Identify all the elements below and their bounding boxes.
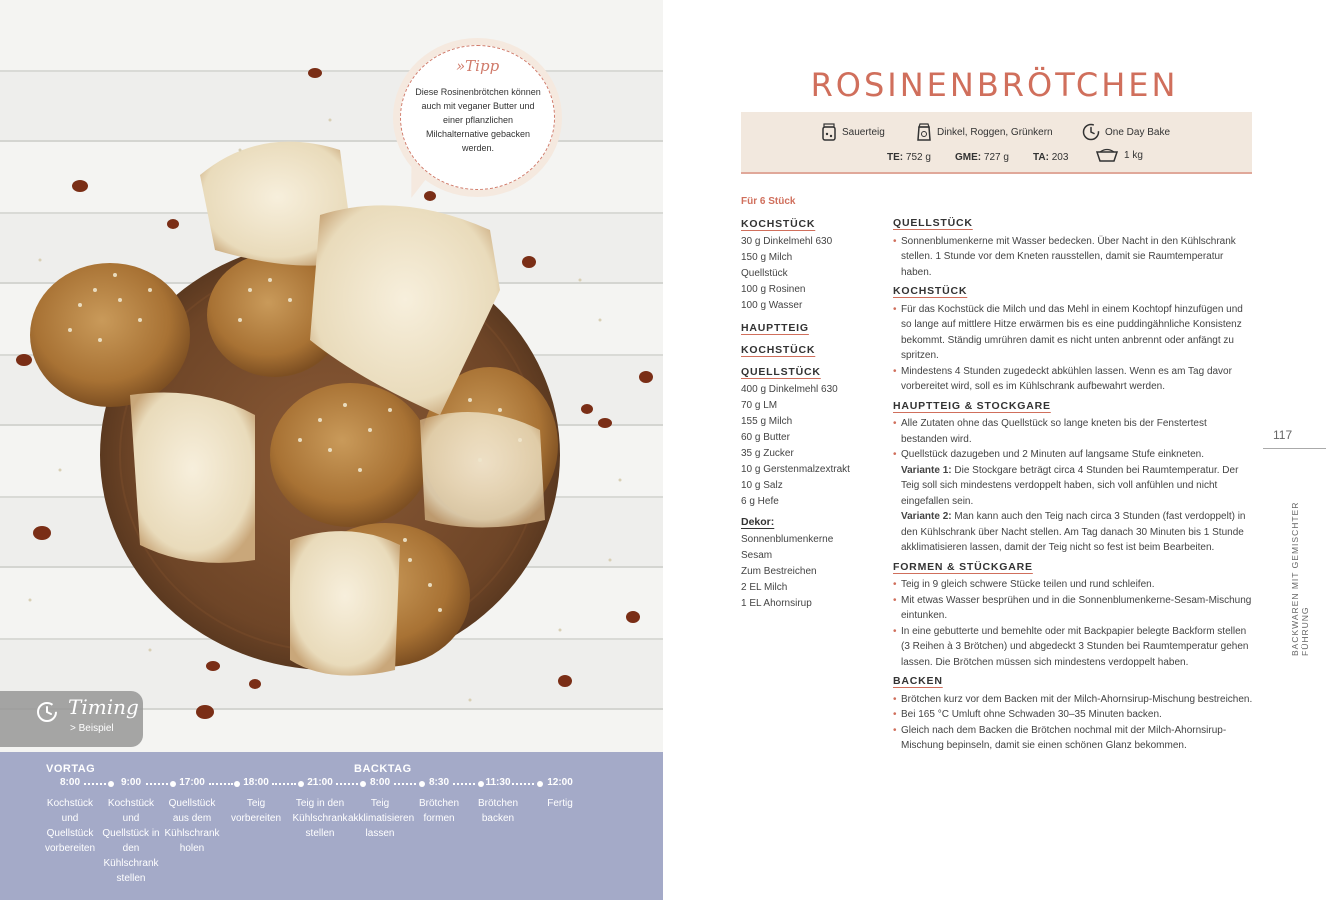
timeline-connector <box>453 783 475 785</box>
clock-icon <box>36 701 58 723</box>
timeline-step: Fertig <box>547 798 573 809</box>
method-column <box>893 212 1253 754</box>
info-ta-label: TA: <box>1033 152 1049 163</box>
tip-bubble <box>400 45 560 195</box>
method-step: • Alle Zutaten ohne das Quellstück so lange kneten bis der Fenstertest bestanden wird. <box>893 416 1253 447</box>
info-flours <box>916 123 1053 141</box>
timeline-day-vortag: VORTAG <box>46 763 96 775</box>
info-schedule <box>1082 123 1170 141</box>
timeline-dot <box>419 781 425 787</box>
method-step: • Bei 165 °C Umluft ohne Schwaden 30–35 Minuten backen. <box>893 707 1253 723</box>
info-te-label: TE: <box>887 152 904 163</box>
page-number: 117 <box>1273 428 1293 442</box>
timeline-time: 17:00 <box>179 777 205 788</box>
timeline-time: 8:30 <box>428 777 449 788</box>
timeline-time: 21:00 <box>307 777 333 788</box>
timeline-connector <box>84 783 106 785</box>
ingredient-item: 30 g Dinkelmehl 630 <box>741 236 833 247</box>
ingredient-item: 35 g Zucker <box>741 448 794 459</box>
method-step: • Für das Kochstück die Milch und das Mehl in einem Kochtopf hinzufügen und so lange auf mittlere Hitze erwärmen bis es eine puddingähnliche Konsistenz bekommt. Ständig umrühren damit es nicht unten anbrennt oder anfängt zu spritzen. <box>893 302 1253 364</box>
method-step-quellstueck-variants <box>893 447 1253 556</box>
ingredient-item: Quellstück <box>741 268 788 279</box>
method-heading-formen: FORMEN & STÜCKGARE <box>893 560 1033 573</box>
timeline-time: 12:00 <box>547 777 573 788</box>
ingredient-item: 70 g LM <box>741 400 778 411</box>
clock-icon <box>1082 123 1100 141</box>
timeline-dot <box>360 781 366 787</box>
timing-title: Timing <box>68 695 139 719</box>
timeline-time: 8:00 <box>369 777 390 788</box>
ingredient-item: 6 g Hefe <box>741 496 779 507</box>
ingredients-column <box>741 212 881 612</box>
ingredient-item: 400 g Dinkelmehl 630 <box>741 384 838 395</box>
variante-2-label: Variante 2: <box>901 511 952 522</box>
method-step: • Mindestens 4 Stunden zugedeckt abkühlen lassen. Wenn es am Tag davor vorbereitet wird, soll es im Kühlschrank aufbewahrt werden. <box>893 364 1253 395</box>
ingredients-subheading-kochstueck: KOCHSTÜCK <box>741 344 816 356</box>
info-ta-value: 203 <box>1051 152 1069 163</box>
ingredient-item: 100 g Rosinen <box>741 284 806 295</box>
ingredient-item: 1 EL Ahornsirup <box>741 598 812 609</box>
timeline-step: Teig akklimatisieren lassen <box>348 798 415 839</box>
timeline-step: Brötchen backen <box>477 798 519 824</box>
tip-text: Diese Rosinenbrötchen können auch mit veganer Butter und einer pflanzlichen Milchalternative gebacken werden. <box>415 87 541 153</box>
page-number-divider <box>1263 448 1326 449</box>
timing-subtitle: > Beispiel <box>70 723 114 734</box>
ingredient-item: 10 g Gerstenmalzextrakt <box>741 464 850 475</box>
timeline-dot <box>478 781 484 787</box>
info-te-value: 752 g <box>905 152 931 163</box>
method-heading-kochstueck: KOCHSTÜCK <box>893 285 968 297</box>
method-step: • Gleich nach dem Backen die Brötchen nochmal mit der Milch-Ahornsirup-Mischung bepinseln, damit sie einen schönen Glanz bekommen. <box>893 723 1253 754</box>
method-step: • Sonnenblumenkerne mit Wasser bedecken. Über Nacht in den Kühlschrank stellen. 1 Stunde vor dem Kneten rausstellen, damit sie Raumtemperatur haben. <box>893 234 1253 281</box>
info-gme-label: GME: <box>955 152 982 163</box>
ingredients-heading-kochstueck: KOCHSTÜCK <box>741 218 816 230</box>
timeline-dot <box>108 781 114 787</box>
info-weight-label: 1 kg <box>1124 149 1143 161</box>
ingredient-item: Sonnenblumenkerne <box>741 534 834 545</box>
ingredient-item: Sesam <box>741 550 773 561</box>
recipe-info-box <box>741 112 1252 174</box>
timing-badge <box>0 691 143 747</box>
method-step: • In eine gebutterte und bemehlte oder mit Backpapier belegte Backform stellen (3 Reihen à 3 Brötchen) und abgedeckt 3 Stunden bei Raumtemperatur gehen lassen. Die Brötchen müssen sich mindestens verdoppelt haben. <box>893 624 1253 671</box>
tip-title: »Tipp <box>456 57 500 75</box>
method-step: • Mit etwas Wasser besprühen und in die Sonnenblumenkerne-Sesam-Mischung eintunken. <box>893 593 1253 624</box>
ingredient-item: 10 g Salz <box>741 480 783 491</box>
ingredient-item: 100 g Wasser <box>741 300 803 311</box>
timeline-time: 9:00 <box>120 777 141 788</box>
timeline-time: 8:00 <box>59 777 80 788</box>
info-starter <box>821 123 885 141</box>
timeline-connector <box>209 783 233 785</box>
ingredient-item: 2 EL Milch <box>741 582 788 593</box>
timeline-dot <box>170 781 176 787</box>
timeline-connector <box>512 783 534 785</box>
timeline-connector <box>336 783 358 785</box>
info-schedule-label: One Day Bake <box>1105 126 1171 138</box>
info-te <box>887 152 931 163</box>
timeline-step: Brötchen formen <box>418 798 460 824</box>
variante-1-text: Die Stockgare beträgt circa 4 Stunden bei Raumtemperatur. Der Teig soll sich mindestens verdoppelt haben, sich voll anfühlen und nicht eingefallen sein. <box>901 464 1239 507</box>
method-heading-hauptteig: HAUPTTEIG & STOCKGARE <box>893 399 1051 412</box>
info-weight <box>1095 148 1143 162</box>
section-side-label: BACKWAREN MIT GEMISCHTER FÜHRUNG <box>1290 501 1310 656</box>
servings: Für 6 Stück <box>741 196 796 207</box>
right-page <box>663 0 1326 900</box>
bread-rolls-photo <box>0 0 663 752</box>
flour-bag-icon <box>916 123 932 141</box>
timeline-dot <box>234 781 240 787</box>
ingredients-subheading-quellstueck: QUELLSTÜCK <box>741 366 821 378</box>
variante-2-text: Man kann auch den Teig nach circa 3 Stunden (fast verdoppelt) in den Kühlschrank über Nacht stellen. Am Tag danach 30 Minuten bis 1 Stunde akklimatisieren lassen, damit der Teig nicht so fest ist beim Bearbeiten. <box>901 511 1246 553</box>
timeline-step: Teig vorbereiten <box>230 798 282 824</box>
ingredient-item: 60 g Butter <box>741 432 790 443</box>
timeline-step: Kochstück und Quellstück in den Kühlschrank stellen <box>102 798 160 884</box>
info-starter-label: Sauerteig <box>842 126 885 138</box>
method-step: • Teig in 9 gleich schwere Stücke teilen und rund schleifen. <box>893 577 1253 593</box>
timeline-dot <box>298 781 304 787</box>
timing-timeline <box>0 752 663 900</box>
ingredient-item: 155 g Milch <box>741 416 793 427</box>
timeline-connector <box>272 783 296 785</box>
method-step: • Brötchen kurz vor dem Backen mit der Milch-Ahornsirup-Mischung bestreichen. <box>893 692 1253 708</box>
info-ta <box>1033 152 1068 163</box>
timeline-connector <box>146 783 168 785</box>
method-heading-quellstueck: QUELLSTÜCK <box>893 217 973 229</box>
timeline-step: Teig in den Kühlschrank stellen <box>292 798 348 839</box>
loaf-pan-icon <box>1095 148 1119 162</box>
timeline-step: Quellstück aus dem Kühlschrank holen <box>164 798 220 854</box>
timeline-step: Kochstück und Quellstück vorbereiten <box>44 798 96 854</box>
ingredients-heading-hauptteig: HAUPTTEIG <box>741 322 809 334</box>
ingredients-heading-dekor: Dekor: <box>741 516 775 528</box>
ingredient-item: 150 g Milch <box>741 252 793 263</box>
timeline-time: 18:00 <box>243 777 269 788</box>
recipe-title: ROSINENBRÖTCHEN <box>810 66 1179 104</box>
ingredient-item: Zum Bestreichen <box>741 566 817 577</box>
info-gme <box>955 152 1009 163</box>
timeline-time: 11:30 <box>485 777 511 788</box>
timeline-connector <box>394 783 416 785</box>
bread-rolls-illustration <box>0 0 663 752</box>
info-gme-value: 727 g <box>983 152 1009 163</box>
method-step-text: Quellstück dazugeben und 2 Minuten auf langsame Stufe einkneten. <box>901 449 1204 460</box>
timeline-day-backtag: BACKTAG <box>354 763 412 775</box>
jar-icon <box>821 123 837 141</box>
method-heading-backen: BACKEN <box>893 675 943 687</box>
variante-1-label: Variante 1: <box>901 464 952 476</box>
info-flours-label: Dinkel, Roggen, Grünkern <box>937 126 1053 138</box>
timeline-dot <box>537 781 543 787</box>
